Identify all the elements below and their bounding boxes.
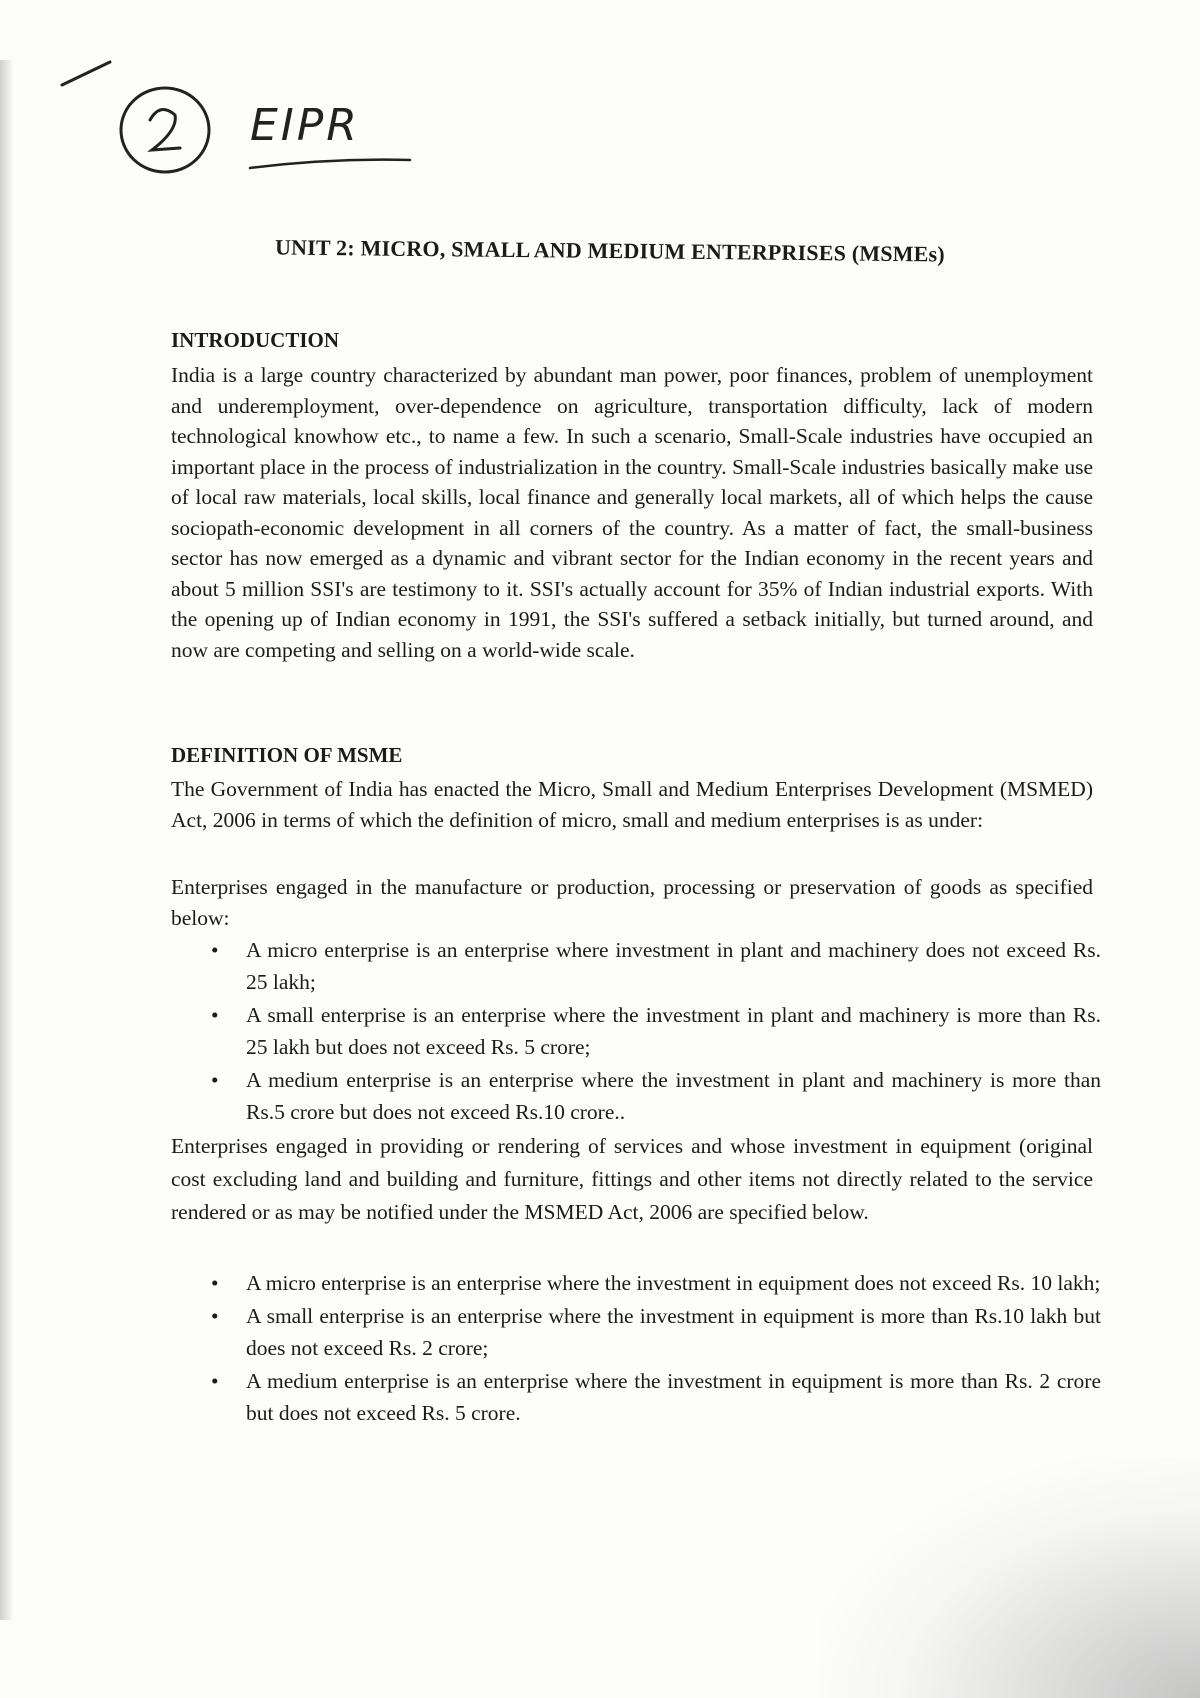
services-list	[171, 1267, 1101, 1430]
definition-heading: DEFINITION OF MSME	[171, 743, 403, 767]
list-item: • A medium enterprise is an enterprise where the investment in equipment is more than Rs. 2 crore but does not exceed Rs. 5 crore.	[171, 1365, 1101, 1429]
list-item: • A small enterprise is an enterprise where the investment in plant and machinery is more than Rs. 25 lakh but does not exceed Rs. 5 crore;	[171, 999, 1101, 1063]
services-intro: Enterprises engaged in providing or rendering of services and whose investment in equipment (original cost excluding land and building and furniture, fittings and other items not directly related to the service rendered or as may be notified under the MSMED Act, 2006 are specified below.	[171, 1134, 1093, 1224]
introduction-paragraph: India is a large country characterized by abundant man power, poor finances, problem of unemployment and underemployment, over-dependence on agriculture, transportation difficulty, lack of modern technological knowhow etc., to name a few. In such a scenario, Small-Scale industries have occupied an important place in the process of industrialization in the country. Small-Scale industries basically make use of local raw materials, local skills, local finance and generally local markets, all of which helps the cause sociopath-economic development in all corners of the country. As a matter of fact, the small-business sector has now emerged as a dynamic and vibrant sector for the Indian economy in the recent years and about 5 million SSI's are testimony to it. SSI's actually account for 35% of Indian industrial exports. With the opening up of Indian economy in 1991, the SSI's suffered a setback initially, but turned around, and now are competing and selling on a world-wide scale.	[171, 363, 1093, 662]
introduction-heading: INTRODUCTION	[171, 328, 340, 352]
circle-mark	[121, 88, 209, 172]
scan-corner-shadow	[820, 1458, 1200, 1698]
handwritten-annotation	[40, 40, 440, 190]
manufacturing-intro: Enterprises engaged in the manufacture or production, processing or preservation of goods as specified below:	[171, 875, 1093, 930]
list-item: • A medium enterprise is an enterprise where the investment in plant and machinery is more than Rs.5 crore but does not exceed Rs.10 crore..	[171, 1064, 1101, 1128]
list-item: • A micro enterprise is an enterprise where investment in plant and machinery does not exceed Rs. 25 lakh;	[171, 934, 1101, 998]
scan-edge-shadow	[0, 60, 14, 1620]
underline-mark	[250, 160, 410, 168]
list-item: • A micro enterprise is an enterprise where the investment in equipment does not exceed Rs. 10 lakh;	[171, 1267, 1101, 1299]
manufacturing-list	[171, 934, 1101, 1129]
page-title: UNIT 2: MICRO, SMALL AND MEDIUM ENTERPRISES (MSMEs)	[274, 234, 945, 267]
list-item: • A small enterprise is an enterprise where the investment in equipment is more than Rs.10 lakh but does not exceed Rs. 2 crore;	[171, 1300, 1101, 1364]
handwritten-label: EIPR	[250, 100, 360, 151]
definition-paragraph: The Government of India has enacted the Micro, Small and Medium Enterprises Development (MSMED) Act, 2006 in terms of which the definition of micro, small and medium enterprises is as under:	[171, 777, 1093, 832]
